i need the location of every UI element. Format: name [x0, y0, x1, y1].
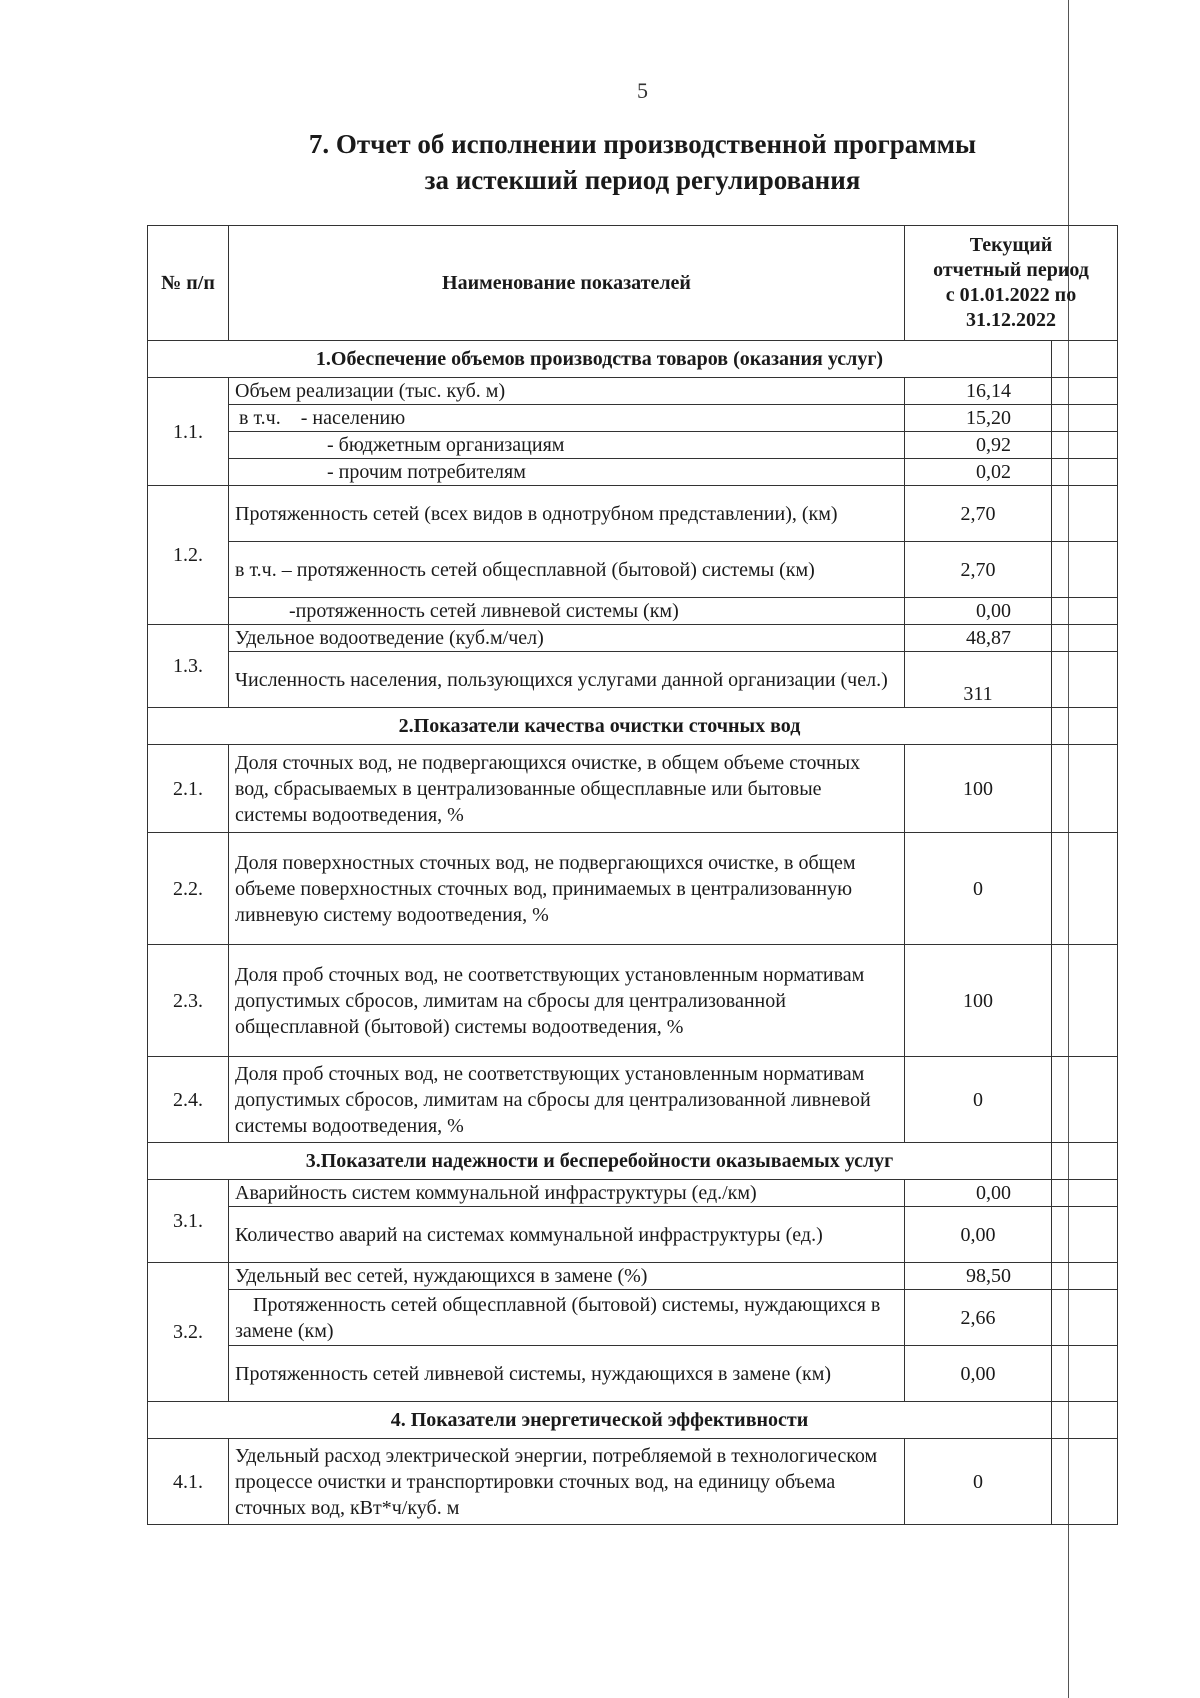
title-line-2: за истекший период регулирования: [424, 165, 861, 195]
row-value: 0,02: [905, 459, 1052, 486]
extra-cell: [1052, 625, 1118, 652]
extra-cell: [1052, 598, 1118, 625]
row-name: Численность населения, пользующихся услугами данной организации (чел.): [229, 652, 905, 708]
row-value: 0: [905, 1057, 1052, 1143]
row-name: -протяженность сетей ливневой системы (км): [229, 598, 905, 625]
row-value: 100: [905, 745, 1052, 833]
row-value: 0,00: [905, 1207, 1052, 1263]
header-num: № п/п: [148, 226, 229, 341]
title-line-1: 7. Отчет об исполнении производственной программы: [308, 129, 977, 159]
table-row: [148, 1180, 1118, 1207]
section-title: 1.Обеспечение объемов производства товаров (оказания услуг): [148, 341, 1052, 378]
row-number: 1.1.: [148, 378, 229, 486]
row-name: Доля поверхностных сточных вод, не подвергающихся очистке, в общем объеме поверхностных сточных вод, принимаемых в централизованную ливневую систему водоотведения, %: [229, 833, 905, 945]
row-value: 15,20: [905, 405, 1052, 432]
extra-cell: [1052, 1263, 1118, 1290]
row-number: 3.1.: [148, 1180, 229, 1263]
extra-cell: [1052, 542, 1118, 598]
table-row: [148, 378, 1118, 405]
row-value: 100: [905, 945, 1052, 1057]
header-period-line: Текущий: [969, 234, 1053, 256]
extra-cell: [1052, 1143, 1118, 1180]
extra-cell: [1052, 1402, 1118, 1439]
extra-cell: [1052, 1290, 1118, 1346]
row-value: 0,00: [905, 1180, 1052, 1207]
row-number: 2.1.: [148, 745, 229, 833]
extra-cell: [1052, 708, 1118, 745]
row-value: 2,66: [905, 1290, 1052, 1346]
row-name: Аварийность систем коммунальной инфраструктуры (ед./км): [229, 1180, 905, 1207]
document-title: [0, 126, 1200, 198]
extra-cell: [1052, 745, 1118, 833]
row-name: Доля проб сточных вод, не соответствующих установленным нормативам допустимых сбросов, лимитам на сбросы для централизованной общесплавной (бытовой) системы водоотведения, %: [229, 945, 905, 1057]
row-name: Доля сточных вод, не подвергающихся очистке, в общем объеме сточных вод, сбрасываемых в централизованные общесплавные или бытовые системы водоотведения, %: [229, 745, 905, 833]
row-name: в т.ч. – протяженность сетей общесплавной (бытовой) системы (км): [229, 542, 905, 598]
table-row: [148, 745, 1118, 833]
table-row: [148, 1439, 1118, 1525]
page-number: 5: [637, 78, 648, 103]
row-value: 0,00: [905, 1346, 1052, 1402]
section-header-row: [148, 341, 1118, 378]
extra-cell: [1052, 945, 1118, 1057]
row-value: 0,00: [905, 598, 1052, 625]
table-row: [148, 945, 1118, 1057]
section-title: 2.Показатели качества очистки сточных вод: [148, 708, 1052, 745]
row-value: 311: [905, 652, 1052, 708]
row-value: 0: [905, 1439, 1052, 1525]
extra-cell: [1052, 1207, 1118, 1263]
table-row: [148, 459, 1118, 486]
row-name: Объем реализации (тыс. куб. м): [229, 378, 905, 405]
row-number: 1.3.: [148, 625, 229, 708]
table-row: [148, 652, 1118, 708]
extra-cell: [1052, 486, 1118, 542]
extra-cell: [1052, 1439, 1118, 1525]
section-title: 3.Показатели надежности и бесперебойности оказываемых услуг: [148, 1143, 1052, 1180]
row-name: в т.ч. - населению: [229, 405, 905, 432]
extra-cell: [1052, 405, 1118, 432]
header-period-line: отчетный период: [933, 259, 1089, 281]
section-header-row: [148, 708, 1118, 745]
row-number: 2.4.: [148, 1057, 229, 1143]
section-title: 4. Показатели энергетической эффективности: [148, 1402, 1052, 1439]
table-row: [148, 598, 1118, 625]
extra-cell: [1052, 378, 1118, 405]
header-period: [905, 226, 1118, 341]
table-row: [148, 1207, 1118, 1263]
table-row: [148, 432, 1118, 459]
row-value: 48,87: [905, 625, 1052, 652]
row-name: Протяженность сетей (всех видов в однотрубном представлении), (км): [229, 486, 905, 542]
row-value: 2,70: [905, 542, 1052, 598]
table-row: [148, 542, 1118, 598]
extra-cell: [1052, 459, 1118, 486]
row-value: 16,14: [905, 378, 1052, 405]
row-value: 2,70: [905, 486, 1052, 542]
row-number: 3.2.: [148, 1263, 229, 1402]
table-row: [148, 1346, 1118, 1402]
table-row: [148, 833, 1118, 945]
row-number: 2.2.: [148, 833, 229, 945]
row-value: 0,92: [905, 432, 1052, 459]
row-name: - бюджетным организациям: [229, 432, 905, 459]
table-row: [148, 1263, 1118, 1290]
row-name: Протяженность сетей ливневой системы, нуждающихся в замене (км): [229, 1346, 905, 1402]
row-name: - прочим потребителям: [229, 459, 905, 486]
table-row: [148, 486, 1118, 542]
extra-cell: [1052, 652, 1118, 708]
row-name: Протяженность сетей общесплавной (бытовой) системы, нуждающихся в замене (км): [229, 1290, 905, 1346]
table-row: [148, 405, 1118, 432]
row-name: Удельный вес сетей, нуждающихся в замене (%): [229, 1263, 905, 1290]
row-value: 98,50: [905, 1263, 1052, 1290]
extra-cell: [1052, 1346, 1118, 1402]
section-header-row: [148, 1143, 1118, 1180]
table-header-row: [148, 226, 1118, 341]
row-number: 2.3.: [148, 945, 229, 1057]
table-row: [148, 1290, 1118, 1346]
row-name: Доля проб сточных вод, не соответствующих установленным нормативам допустимых сбросов, лимитам на сбросы для централизованной ливневой системы водоотведения, %: [229, 1057, 905, 1143]
extra-cell: [1052, 432, 1118, 459]
row-name: Удельный расход электрической энергии, потребляемой в технологическом процессе очистки и транспортировки сточных вод, на единицу объема сточных вод, кВт*ч/куб. м: [229, 1439, 905, 1525]
row-value: 0: [905, 833, 1052, 945]
header-period-line: с 01.01.2022 по: [945, 284, 1077, 306]
header-period-line: 31.12.2022: [966, 309, 1056, 331]
section-header-row: [148, 1402, 1118, 1439]
row-number: 4.1.: [148, 1439, 229, 1525]
extra-cell: [1052, 833, 1118, 945]
extra-cell: [1052, 1180, 1118, 1207]
row-name: Удельное водоотведение (куб.м/чел): [229, 625, 905, 652]
header-name: Наименование показателей: [229, 226, 905, 341]
extra-cell: [1052, 341, 1118, 378]
table-row: [148, 1057, 1118, 1143]
table-row: [148, 625, 1118, 652]
extra-cell: [1052, 1057, 1118, 1143]
row-name: Количество аварий на системах коммунальной инфраструктуры (ед.): [229, 1207, 905, 1263]
row-number: 1.2.: [148, 486, 229, 625]
production-program-table: [147, 225, 1118, 1525]
